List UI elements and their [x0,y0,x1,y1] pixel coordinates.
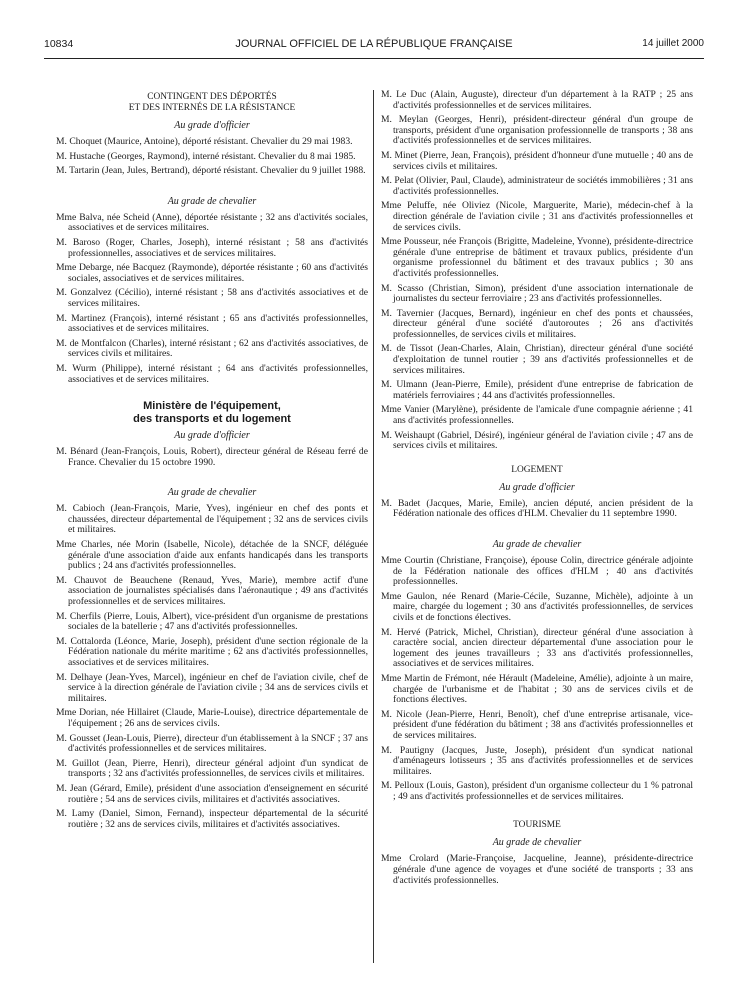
ministry-title: Ministère de l'équipement, des transports et du logement [133,400,291,426]
decoration-entry: M. Tartarin (Jean, Jules, Bertrand), déporté résistant. Chevalier du 9 juillet 1988. [56,165,366,177]
decoration-entry: M. Chauvot de Beauchene (Renaud, Yves, Marie), membre actif d'une association de journalistes spécialisés dans l'aéronautique ; 49 ans d'activités professionnelles et de services militaires. [56,574,368,608]
decoration-entry: Mme Gaulon, née Renard (Marie-Cécile, Suzanne, Michèle), adjointe à un maire, chargée du logement ; 30 ans d'activités professionnelles, de services civils et de fonctions électives. [381,590,693,623]
decoration-entry: M. Pautigny (Jacques, Juste, Joseph), président d'un syndicat national d'aménageurs lotisseurs ; 35 ans d'activités professionnelles et de services militaires. [381,744,693,777]
page-number: 10834 [44,38,74,50]
section-title-deportes: CONTINGENT DES DÉPORTÉS ET DES INTERNÉS DE LA RÉSISTANCE [128,92,296,113]
officier-entry-list [56,137,368,177]
logement-chevalier-entry-list [381,556,693,802]
decoration-entry: Mme Peluffe, née Oliviez (Nicole, Marguerite, Marie), médecin-chef à la direction générale de l'aviation civile ; 31 ans d'activités professionnelles et de services civils. [381,200,693,233]
decoration-entry: M. Hustache (Georges, Raymond), interné résistant. Chevalier du 8 mai 1985. [56,150,356,162]
decoration-entry: M. Baroso (Roger, Charles, Joseph), interné résistant ; 58 ans d'activités professionnelles, associatives et de services militaires. [56,236,368,259]
decoration-entry: M. Choquet (Maurice, Antoine), déporté résistant. Chevalier du 29 mai 1983. [56,136,353,147]
logement-officier-entry-list [381,499,693,520]
decoration-entry: M. Weishaupt (Gabriel, Désiré), ingénieur général de l'aviation civile ; 47 ans de services civils et militaires. [381,429,693,452]
decoration-entry: M. Jean (Gérard, Emile), président d'une association d'enseignement en sécurité routière ; 54 ans de services civils, militaires et d'activités associatives. [56,782,368,805]
decoration-entry: M. de Montfalcon (Charles), interné résistant ; 62 ans d'activités associatives, de services civils et militaires. [56,337,368,360]
decoration-entry: M. Martinez (François), interné résistant ; 65 ans d'activités professionnelles, associatives et de services militaires. [56,312,368,335]
decoration-entry: M. Meylan (Georges, Henri), président-directeur général d'un groupe de transports, président d'une organisation professionnelle de transports ; 38 ans d'activités professionnelles et de services militaires. [381,114,693,147]
ministry-grade-heading-officier: Au grade d'officier [174,430,250,442]
decoration-entry: M. Pelloux (Louis, Gaston), président d'un organisme collecteur du 1 % patronal ; 49 ans d'activités professionnelles et de services militaires. [381,780,693,802]
page-header [44,38,704,54]
decoration-entry: M. Cherfils (Pierre, Louis, Albert), vice-président d'un organisme de prestations sociales de la batellerie ; 47 ans d'activités professionnelles. [56,610,368,633]
decoration-entry: M. Gousset (Jean-Louis, Pierre), directeur d'un établissement à la SNCF ; 37 ans d'activités professionnelles et de services militaires. [56,732,368,755]
decoration-entry: M. Wurm (Philippe), interné résistant ; 64 ans d'activités professionnelles, associatives et de services militaires. [56,362,368,385]
decoration-entry: M. Hervé (Patrick, Michel, Christian), directeur général d'une association à caractère social, ancien directeur départemental d'une association pour le logement des jeunes travailleurs ; 33 ans d'activités professionnelles, associatives et de services militaires. [381,626,693,670]
grade-heading-officier: Au grade d'officier [174,120,250,131]
decoration-entry: M. Lamy (Daniel, Simon, Fernand), inspecteur départemental de la sécurité routière ; 32 ans de services civils, militaires et d'activités associatives. [56,808,368,830]
decoration-entry: Mme Courtin (Christiane, Françoise), épouse Colin, directrice générale adjointe de la Fédération nationale des offices d'HLM ; 40 ans d'activités professionnelles. [381,555,693,588]
section-title-tourisme: TOURISME [513,820,561,831]
decoration-entry: M. Bénard (Jean-François, Louis, Robert), directeur général de Réseau ferré de France. Chevalier du 15 octobre 1990. [56,446,368,468]
section-title-logement: LOGEMENT [511,464,563,475]
decoration-entry: Mme Martin de Frémont, née Hérault (Madeleine, Amélie), adjointe à un maire, chargée de l'urbanisme et de l'habitat ; 30 ans de services civils et de fonctions électives. [381,672,693,706]
decoration-entry: Mme Pousseur, née François (Brigitte, Madeleine, Yvonne), présidente-directrice générale d'une entreprise de bâtiment et travaux publics, présidente d'un organisme professionnel du bâtiment et des travaux publics ; 30 ans d'activités professionnelles. [381,236,693,279]
left-column [56,90,368,834]
decoration-entry: Mme Crolard (Marie-Françoise, Jacqueline, Jeanne), présidente-directrice générale d'une agence de voyages et d'une société de transports ; 33 ans d'activités professionnelles. [381,853,693,886]
ministry-chevalier-entry-list-continued [381,90,693,452]
decoration-entry: M. Pelat (Olivier, Paul, Claude), administrateur de sociétés immobilières ; 31 ans d'activités professionnelles. [381,175,693,197]
ministry-officier-entry-list [56,447,368,468]
decoration-entry: M. Nicole (Jean-Pierre, Henri, Benoît), chef d'une entreprise artisanale, vice-président d'une fédération du bâtiment ; 38 ans d'activités professionnelles et de services militaires. [381,708,693,741]
ministry-chevalier-entry-list [56,504,368,830]
decoration-entry: M. de Tissot (Jean-Charles, Alain, Christian), directeur général d'une société d'exploitation de tunnel routier ; 39 ans d'activités professionnelles et de services militaires. [381,343,693,376]
decoration-entry: M. Cabioch (Jean-François, Marie, Yves), ingénieur en chef des ponts et chaussées, directeur départemental de l'équipement ; 32 ans de services civils et militaires. [56,503,368,536]
column-divider [373,90,374,963]
decoration-entry: M. Tavernier (Jacques, Bernard), ingénieur en chef des ponts et chaussées, directeur général d'une société d'autoroutes ; 26 ans d'activités professionnelles, de services civils et militaires. [381,307,693,340]
tourisme-chevalier-entry-list [381,854,693,886]
decoration-entry: M. Le Duc (Alain, Auguste), directeur d'un département à la RATP ; 25 ans d'activités professionnelles et de services militaires. [381,89,693,111]
logement-grade-heading-chevalier: Au grade de chevalier [492,539,582,550]
decoration-entry: Mme Balva, née Scheid (Anne), déportée résistante ; 32 ans d'activités sociales, associatives et de services militaires. [56,211,368,234]
decoration-entry: Mme Debarge, née Bacquez (Raymonde), déportée résistante ; 60 ans d'activités sociales, associatives et de services militaires. [56,262,368,284]
decoration-entry: M. Delhaye (Jean-Yves, Marcel), ingénieur en chef de l'aviation civile, chef de service à la direction générale de l'aviation civile ; 34 ans de services civils et militaires. [56,671,368,704]
decoration-entry: M. Cottalorda (Léonce, Marie, Joseph), président d'une section régionale de la Fédération nationale du mérite maritime ; 62 ans d'activités professionnelles, associatives et de services militaires. [56,635,368,668]
journal-title: JOURNAL OFFICIEL DE LA RÉPUBLIQUE FRANÇAISE [235,38,513,50]
decoration-entry: M. Scasso (Christian, Simon), président d'une association internationale de journalistes du secteur ferroviaire ; 23 ans d'activités professionnelles. [381,282,693,305]
grade-heading-chevalier: Au grade de chevalier [167,195,257,207]
right-column [381,90,693,890]
ministry-grade-heading-chevalier: Au grade de chevalier [167,487,257,499]
tourisme-grade-heading-chevalier: Au grade de chevalier [492,837,582,849]
decoration-entry: M. Ulmann (Jean-Pierre, Emile), président d'une entreprise de fabrication de matériels ferroviaires ; 44 ans d'activités professionnelles. [381,379,693,401]
decoration-entry: M. Minet (Pierre, Jean, François), président d'honneur d'une mutuelle ; 40 ans de services civils et militaires. [381,149,693,172]
decoration-entry: M. Badet (Jacques, Marie, Emile), ancien député, ancien président de la Fédération nationale des offices d'HLM. Chevalier du 11 septembre 1990. [381,497,693,520]
chevalier-entry-list [56,213,368,385]
decoration-entry: Mme Charles, née Morin (Isabelle, Nicole), détachée de la SNCF, déléguée générale d'une association d'aide aux enfants handicapés dans les transports publics ; 24 ans d'activités professionnelles. [56,539,368,572]
logement-grade-heading-officier: Au grade d'officier [499,481,575,493]
decoration-entry: M. Guillot (Jean, Pierre, Henri), directeur général adjoint d'un syndicat de transports ; 32 ans d'activités professionnelles, de services civils et militaires. [56,757,368,780]
decoration-entry: Mme Vanier (Marylène), présidente de l'amicale d'une compagnie aérienne ; 41 ans d'activités professionnelles. [381,404,693,427]
header-rule [44,58,704,59]
issue-date: 14 juillet 2000 [642,38,704,49]
decoration-entry: M. Gonzalvez (Cécilio), interné résistant ; 58 ans d'activités associatives et de services militaires. [56,287,368,309]
decoration-entry: Mme Dorian, née Hillairet (Claude, Marie-Louise), directrice départementale de l'équipement ; 26 ans de services civils. [56,707,368,729]
